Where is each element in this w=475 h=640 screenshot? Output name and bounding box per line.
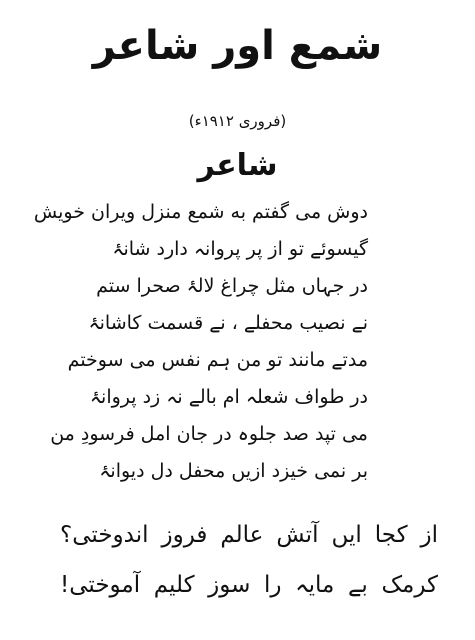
verse-line: بر نمی خیزد ازیں محفل دل دیوانۂ xyxy=(99,460,368,482)
verse-line: گیسوئے تو از پر پروانہ دارد شانۂ xyxy=(112,238,368,260)
verse-line: دوش می گفتم به شمع منزل ویران خویش xyxy=(33,201,368,223)
poem-title: شمع اور شاعر xyxy=(92,23,383,69)
closing-line: از کجا ایں آتش عالم فروز اندوختی؟ xyxy=(60,522,438,548)
verse-line: در جہاں مثل چراغ لالۂ صحرا ستم xyxy=(96,275,368,297)
verse-line: می تپد صد جلوہ در جان امل فرسودِ من xyxy=(50,423,368,445)
closing-line: کرمک بے مایہ را سوز کلیم آموختی! xyxy=(60,572,438,598)
speaker-heading: شاعر xyxy=(197,148,278,183)
poem-date: (فروری ۱۹۱۲ء) xyxy=(188,112,287,130)
verse-line: مدتے مانند تو من ہم نفس می سوختم xyxy=(67,349,368,371)
verse-line: در طواف شعلہ ام بالے نہ زد پروانۂ xyxy=(89,386,368,408)
verse-line: نے نصیب محفلے ، نے قسمت کاشانۂ xyxy=(88,312,368,334)
